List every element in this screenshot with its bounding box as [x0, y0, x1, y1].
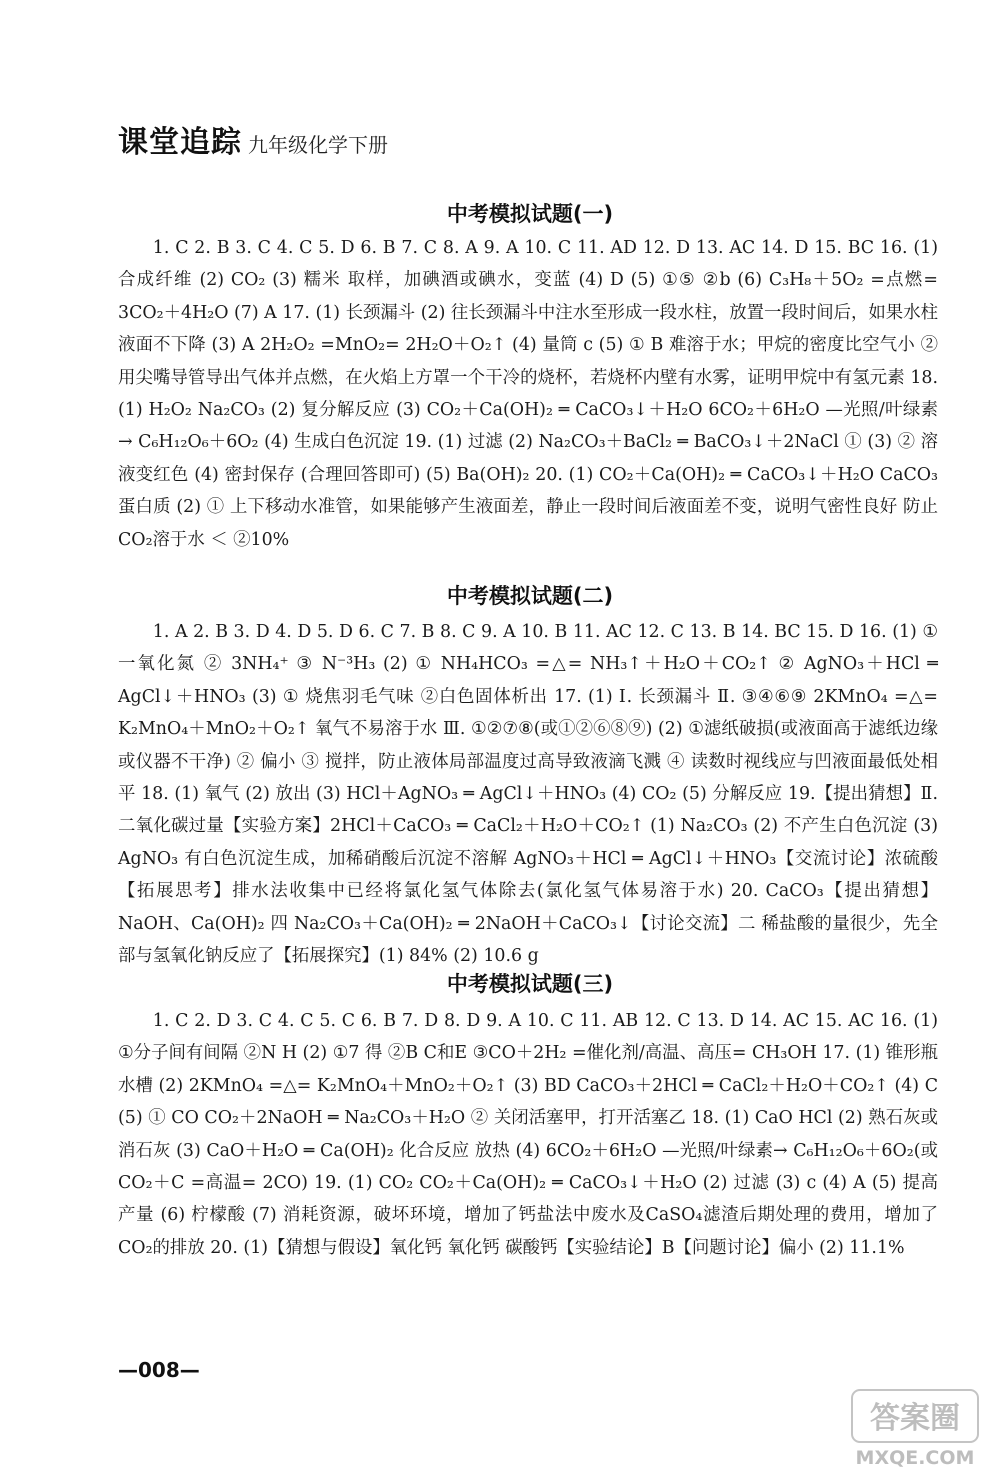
- watermark-url: MXQE.COM: [855, 1447, 975, 1469]
- section-title-2: 中考模拟试题(二): [446, 584, 614, 608]
- book-series-title: 课堂追踪: [118, 125, 242, 160]
- book-header: [118, 125, 388, 160]
- section-title-3: 中考模拟试题(三): [446, 972, 614, 996]
- watermark-logo-icon: [850, 1388, 980, 1470]
- page-number: —008—: [118, 1358, 200, 1382]
- book-subtitle: 九年级化学下册: [248, 133, 388, 157]
- section-answers-2: 1. A 2. B 3. D 4. D 5. D 6. C 7. B 8. C 9. A 10. B 11. AC 12. C 13. B 14. BC 15. D 16. (1) ① 一氧化氮 ② 3NH₄⁺ ③ N⁻³H₃ (2) ① NH₄HCO₃ =△= NH₃↑＋H₂O＋CO₂↑ ② AgNO₃＋HCl ═ AgCl↓＋HNO₃ (3) ① 烧焦羽毛气味 ②白色固体析出 17. (1) Ⅰ. 长颈漏斗 Ⅱ. ③④⑥⑨ 2KMnO₄ =△= K₂MnO₄＋MnO₂＋O₂↑ 氧气不易溶于水 Ⅲ. ①②⑦⑧(或①②⑥⑧⑨) (2) ①滤纸破损(或液面高于滤纸边缘或仪器不干净) ② 偏小 ③ 搅拌，防止液体局部温度过高导致液滴飞溅 ④ 读数时视线应与凹液面最低处相平 18. (1) 氧气 (2) 放出 (3) HCl＋AgNO₃ ═ AgCl↓＋HNO₃ (4) CO₂ (5) 分解反应 19.【提出猜想】Ⅱ. 二氧化碳过量【实验方案】2HCl＋CaCO₃ ═ CaCl₂＋H₂O＋CO₂↑ (1) Na₂CO₃ (2) 不产生白色沉淀 (3) AgNO₃ 有白色沉淀生成，加稀硝酸后沉淀不溶解 AgNO₃＋HCl ═ AgCl↓＋HNO₃【交流讨论】浓硫酸【拓展思考】排水法收集中已经将氯化氢气体除去(氯化氢气体易溶于水) 20. CaCO₃【提出猜想】NaOH、Ca(OH)₂ 四 Na₂CO₃＋Ca(OH)₂ ═ 2NaOH＋CaCO₃↓【讨论交流】二 稀盐酸的量很少，先全部与氢氧化钠反应了【拓展探究】(1) 84% (2) 10.6 g: [118, 622, 938, 967]
- section-answers-3: 1. C 2. D 3. C 4. C 5. C 6. B 7. D 8. D 9. A 10. C 11. AB 12. C 13. D 14. AC 15. AC 16. (1) ①分子间有间隔 ②N H (2) ①7 得 ②B C和E ③CO＋2H₂ =催化剂/高温、高压= CH₃OH 17. (1) 锥形瓶 水槽 (2) 2KMnO₄ =△= K₂MnO₄＋MnO₂＋O₂↑ (3) BD CaCO₃＋2HCl ═ CaCl₂＋H₂O＋CO₂↑ (4) C (5) ① CO CO₂＋2NaOH ═ Na₂CO₃＋H₂O ② 关闭活塞甲，打开活塞乙 18. (1) CaO HCl (2) 熟石灰或消石灰 (3) CaO＋H₂O ═ Ca(OH)₂ 化合反应 放热 (4) 6CO₂＋6H₂O —光照/叶绿素→ C₆H₁₂O₆＋6O₂(或CO₂＋C =高温= 2CO) 19. (1) CO₂ CO₂＋Ca(OH)₂ ═ CaCO₃↓＋H₂O (2) 过滤 (3) c (4) A (5) 提高产量 (6) 柠檬酸 (7) 消耗资源，破坏环境，增加了钙盐法中废水及CaSO₄滤渣后期处理的费用，增加了CO₂的排放 20. (1)【猜想与假设】氧化钙 氧化钙 碳酸钙【实验结论】B【问题讨论】偏小 (2) 11.1%: [118, 1011, 938, 1258]
- watermark-text: 答案圈: [870, 1401, 960, 1436]
- section-title-1: 中考模拟试题(一): [446, 202, 614, 226]
- section-answers-1: 1. C 2. B 3. C 4. C 5. D 6. B 7. C 8. A 9. A 10. C 11. AD 12. D 13. AC 14. D 15. BC 16. (1) 合成纤维 (2) CO₂ (3) 糯米 取样，加碘酒或碘水，变蓝 (4) D (5) ①⑤ ②b (6) C₃H₈＋5O₂ =点燃= 3CO₂＋4H₂O (7) A 17. (1) 长颈漏斗 (2) 往长颈漏斗中注水至形成一段水柱，放置一段时间后，如果水柱液面不下降 (3) A 2H₂O₂ =MnO₂= 2H₂O＋O₂↑ (4) 量筒 c (5) ① B 难溶于水；甲烷的密度比空气小 ② 用尖嘴导管导出气体并点燃，在火焰上方罩一个干冷的烧杯，若烧杯内壁有水雾，证明甲烷中有氢元素 18. (1) H₂O₂ Na₂CO₃ (2) 复分解反应 (3) CO₂＋Ca(OH)₂ ═ CaCO₃↓＋H₂O 6CO₂＋6H₂O —光照/叶绿素→ C₆H₁₂O₆＋6O₂ (4) 生成白色沉淀 19. (1) 过滤 (2) Na₂CO₃＋BaCl₂ ═ BaCO₃↓＋2NaCl ① (3) ② 溶液变红色 (4) 密封保存 (合理回答即可) (5) Ba(OH)₂ 20. (1) CO₂＋Ca(OH)₂ ═ CaCO₃↓＋H₂O CaCO₃ 蛋白质 (2) ① 上下移动水准管，如果能够产生液面差，静止一段时间后液面差不变，说明气密性良好 防止CO₂溶于水 ＜ ②10%: [118, 238, 938, 550]
